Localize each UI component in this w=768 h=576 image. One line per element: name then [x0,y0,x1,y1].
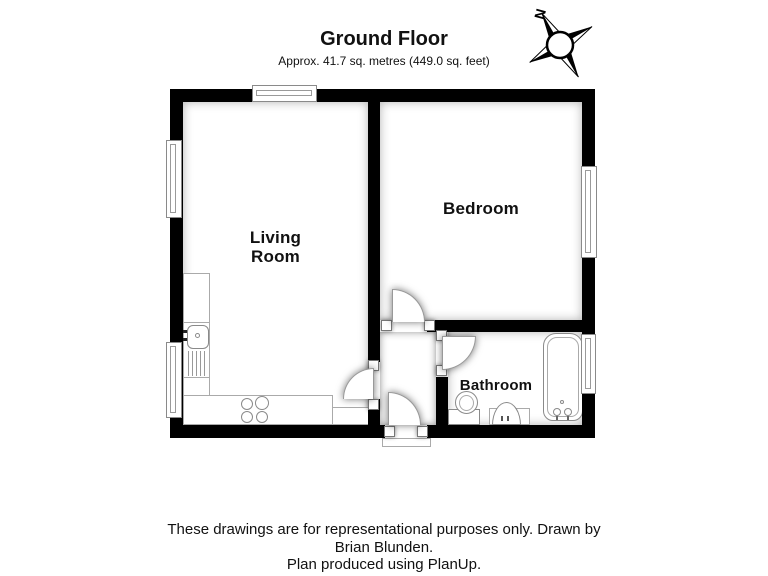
wall-bottom [170,425,595,438]
page-title: Ground Floor [320,28,448,50]
bathtub-tap [564,408,572,416]
page-subtitle: Approx. 41.7 sq. metres (449.0 sq. feet) [278,54,490,68]
sink-drain [195,333,200,338]
living-door-jamb [368,399,379,410]
window-bathroom-right-pane [585,338,591,389]
bathtub-tap-stem [567,416,569,420]
plan-header [0,28,768,68]
compass-north-label: N [530,7,550,21]
bedroom-label: Bedroom [442,199,520,218]
toilet-bowl-inner [459,395,474,411]
kitchen-counter-step [332,407,369,425]
disclaimer-line1: These drawings are for representational purposes only. Drawn by [167,521,601,538]
hob-burner [256,411,268,423]
bathroom-label: Bathroom [459,377,533,394]
wall-top [170,89,595,102]
living-room-label-line2: Room [251,247,300,266]
counter-divider-line [183,377,210,378]
bedroom-door-jamb [424,320,435,331]
bathtub-drain [560,400,564,404]
draining-board [188,351,208,376]
window-left-upper-pane [170,144,176,213]
window-top-pane [256,90,312,96]
counter-divider-line [183,322,210,323]
front-door-jamb [417,426,428,437]
wall-bedroom-bottom [427,320,582,332]
hob-burner [241,398,253,410]
basin-tap [501,416,503,421]
disclaimer-text [0,521,768,574]
window-left-lower-pane [170,346,176,413]
hob-burner [241,411,253,423]
wall-living-bedroom-divider [368,102,380,362]
front-door-threshold [382,438,431,447]
bathtub-tap [553,408,561,416]
living-room-label-line1: Living [249,228,302,247]
wall-bathroom-divider [436,377,448,425]
basin-tap [507,416,509,421]
compass-north-icon [525,0,610,85]
bedroom-door-jamb [381,320,392,331]
window-bedroom-right-pane [585,170,591,253]
front-door-jamb [384,426,395,437]
bathtub-tap-stem [556,416,558,420]
hob-burner [255,396,269,410]
bathtub-inner [547,337,579,417]
disclaimer-line3: Plan produced using PlanUp. [286,556,482,573]
disclaimer-line2: Brian Blunden. [334,538,434,556]
living-room-label [183,228,368,266]
